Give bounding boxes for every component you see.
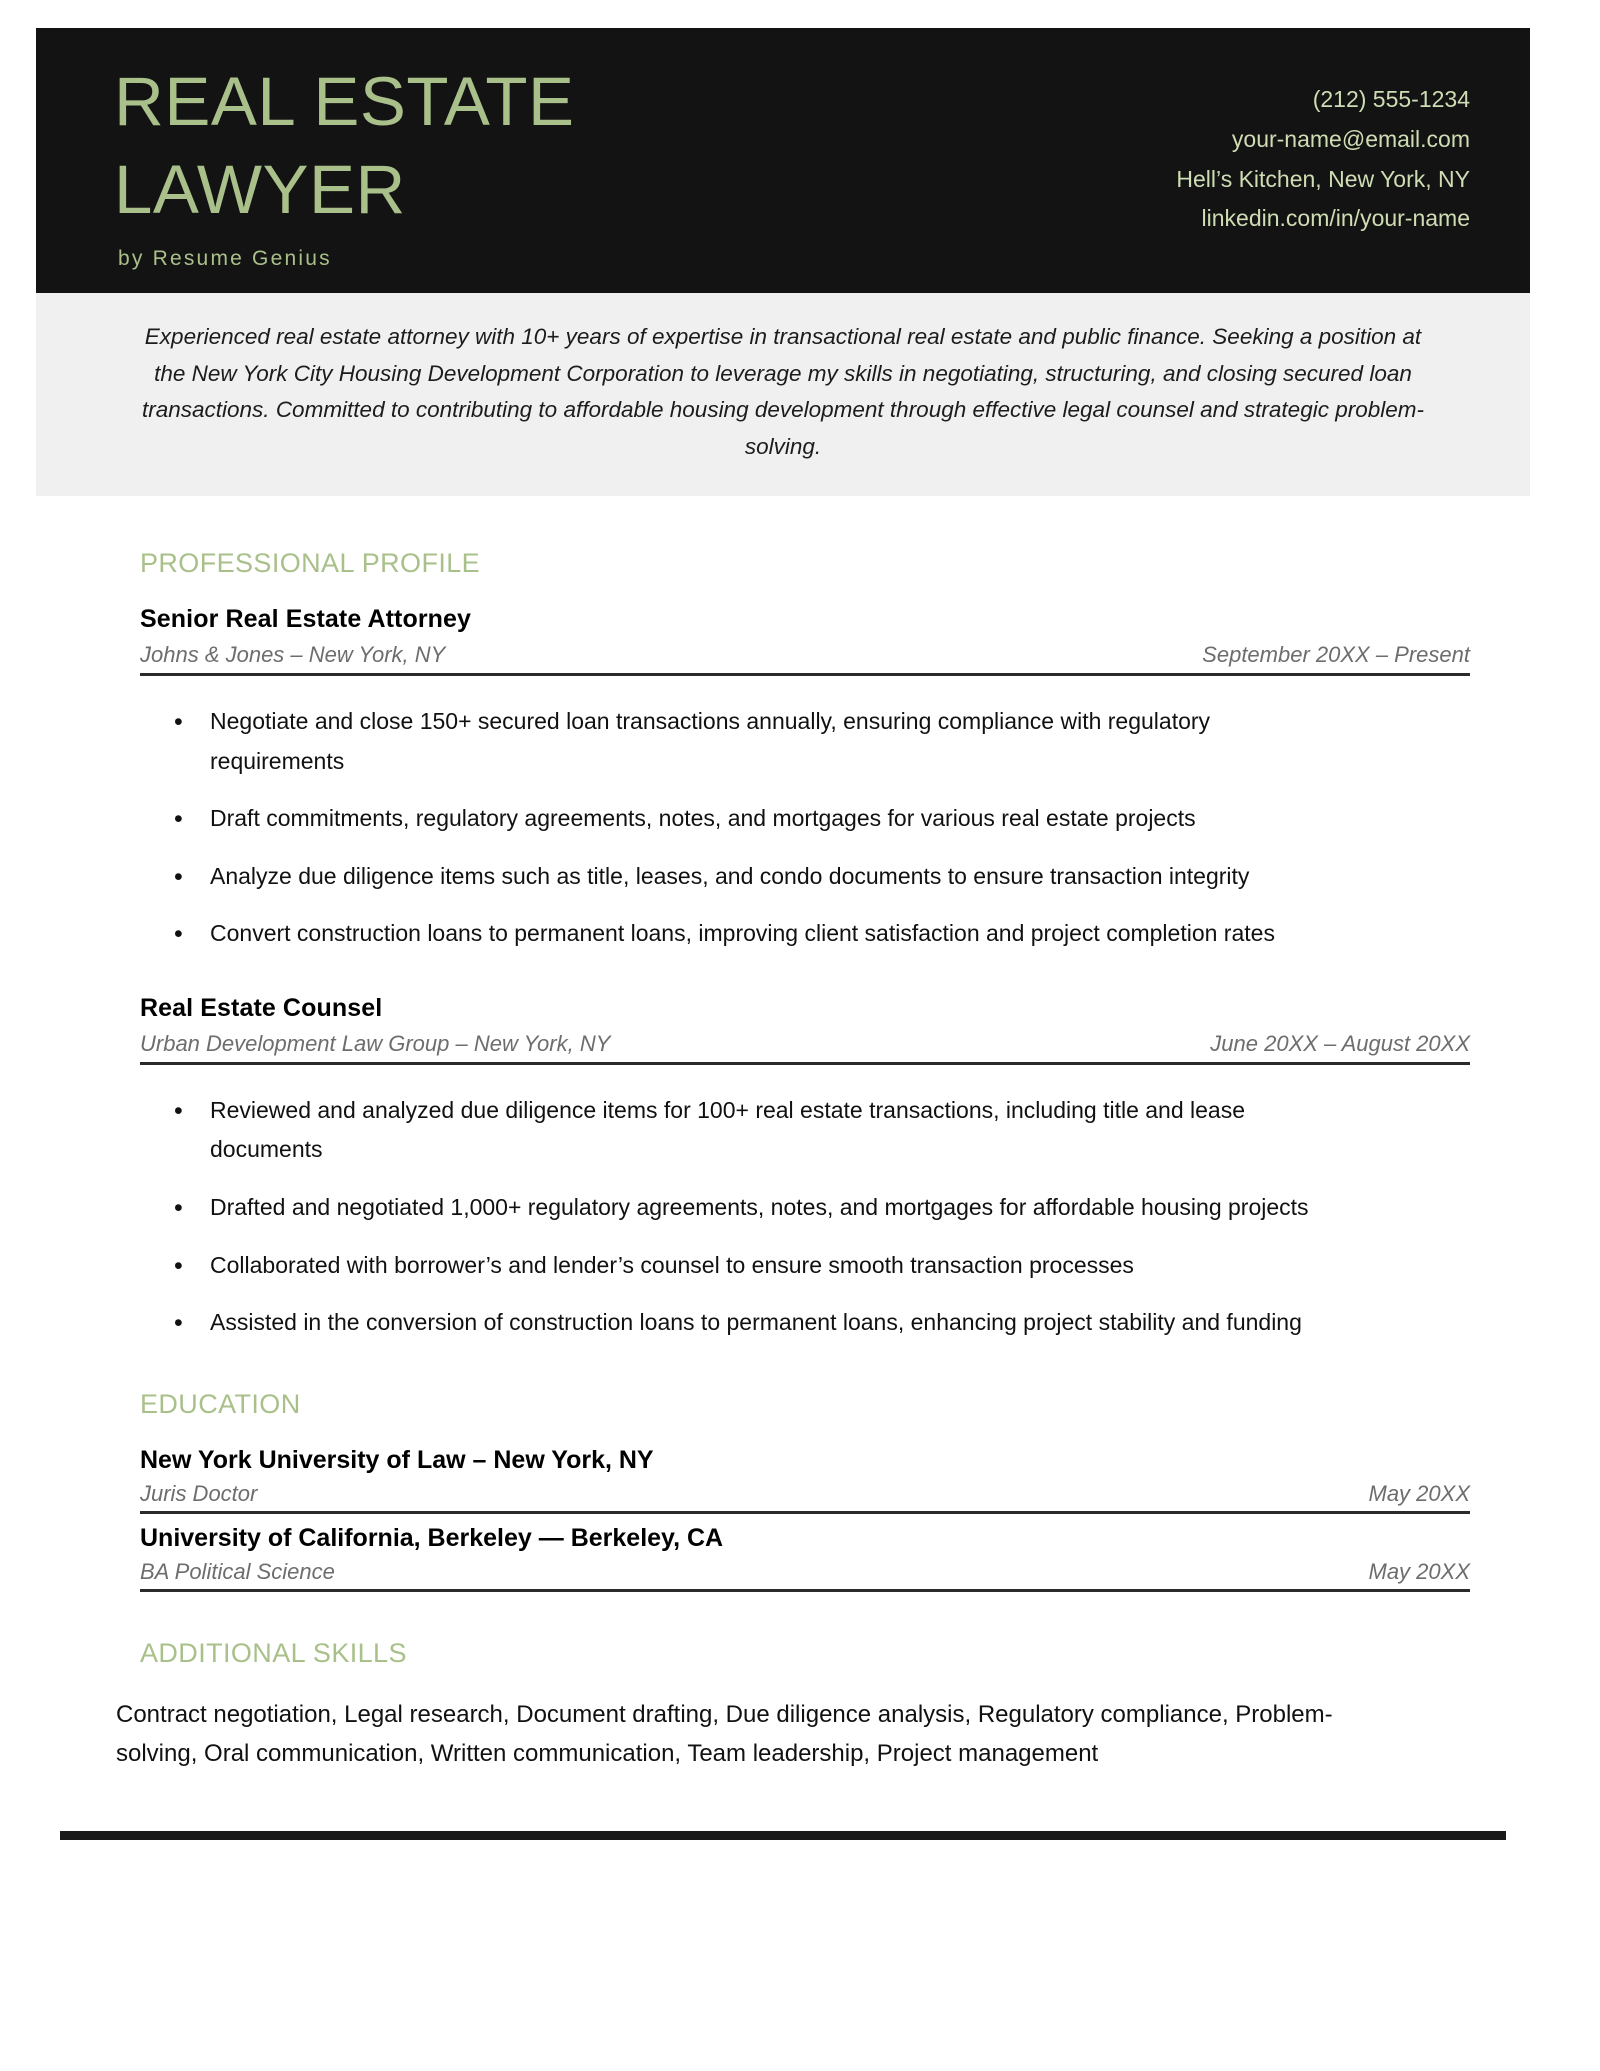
education-school: New York University of Law – New York, NY bbox=[140, 1445, 654, 1474]
resume-body bbox=[36, 548, 1530, 1840]
list-item: • Assisted in the conversion of construction loans to permanent loans, enhancing project stability and funding bbox=[168, 1303, 1328, 1343]
skills-text: Contract negotiation, Legal research, Document drafting, Due diligence analysis, Regulatory compliance, Problem-solving, Oral communication, Written communication, Team leadership, Project management bbox=[116, 1700, 1333, 1768]
list-item: • Draft commitments, regulatory agreements, notes, and mortgages for various real estate projects bbox=[168, 799, 1328, 839]
list-item: • Analyze due diligence items such as title, leases, and condo documents to ensure transaction integrity bbox=[168, 857, 1328, 897]
job-bullet-list bbox=[104, 702, 1470, 954]
contact-block bbox=[1176, 58, 1470, 239]
job-title: Real Estate Counsel bbox=[140, 993, 383, 1022]
experience-entry-header bbox=[140, 994, 1470, 1065]
list-item: • Drafted and negotiated 1,000+ regulatory agreements, notes, and mortgages for affordable housing projects bbox=[168, 1188, 1328, 1228]
education-meta bbox=[140, 1559, 1470, 1592]
education-meta bbox=[140, 1481, 1470, 1514]
education-date: May 20XX bbox=[1368, 1480, 1470, 1506]
section-title-education: EDUCATION bbox=[140, 1388, 301, 1419]
section-title-additional-skills: ADDITIONAL SKILLS bbox=[140, 1637, 407, 1668]
education-degree: Juris Doctor bbox=[140, 1480, 258, 1506]
contact-phone[interactable]: (212) 555-1234 bbox=[1312, 86, 1470, 112]
education-school: University of California, Berkeley — Berkeley, CA bbox=[140, 1523, 724, 1552]
education-date: May 20XX bbox=[1368, 1558, 1470, 1584]
contact-linkedin[interactable]: linkedin.com/in/your-name bbox=[1201, 205, 1470, 232]
job-meta bbox=[140, 642, 1470, 676]
summary-text: Experienced real estate attorney with 10+ years of expertise in transactional real estate and public finance. Seeking a position at the New York City Housing Development Corporation to leverage my skills in negotiating, structuring, and closing secured loan transactions. Committed to contributing to affordable housing development through effective legal counsel and strategic problem-solving. bbox=[142, 323, 1424, 460]
job-bullet-list bbox=[104, 1091, 1470, 1343]
job-organization: Urban Development Law Group – New York, NY bbox=[140, 1030, 611, 1056]
section-title-professional-profile: PROFESSIONAL PROFILE bbox=[140, 548, 481, 579]
section-professional-profile bbox=[36, 548, 1530, 1342]
skills-wrapper bbox=[104, 1695, 1470, 1774]
name-line-1: REAL ESTATE bbox=[114, 63, 575, 140]
contact-email[interactable]: your-name@email.com bbox=[1231, 125, 1470, 152]
experience-entry bbox=[104, 994, 1470, 1343]
list-item: • Reviewed and analyzed due diligence items for 100+ real estate transactions, including title and lease documents bbox=[168, 1091, 1328, 1170]
name-line-2: LAWYER bbox=[114, 151, 406, 229]
byline: by Resume Genius bbox=[118, 246, 332, 270]
education-entry bbox=[140, 1446, 1470, 1514]
job-meta bbox=[140, 1031, 1470, 1065]
job-title: Senior Real Estate Attorney bbox=[140, 605, 472, 634]
experience-entry-header bbox=[140, 605, 1470, 676]
contact-location: Hell’s Kitchen, New York, NY bbox=[1176, 165, 1470, 192]
list-item: • Negotiate and close 150+ secured loan transactions annually, ensuring compliance with regulatory requirements bbox=[168, 702, 1328, 781]
section-education bbox=[36, 1389, 1530, 1592]
summary-section bbox=[36, 293, 1530, 497]
job-dates: June 20XX – August 20XX bbox=[1210, 1030, 1470, 1056]
resume-sheet bbox=[36, 28, 1530, 1840]
header-name-block bbox=[114, 58, 575, 271]
resume-header bbox=[36, 28, 1530, 293]
experience-entry bbox=[104, 605, 1470, 954]
education-degree: BA Political Science bbox=[140, 1558, 335, 1584]
list-item: • Convert construction loans to permanent loans, improving client satisfaction and project completion rates bbox=[168, 914, 1328, 954]
list-item: • Collaborated with borrower’s and lender’s counsel to ensure smooth transaction processes bbox=[168, 1246, 1328, 1286]
section-additional-skills bbox=[36, 1638, 1530, 1774]
job-organization: Johns & Jones – New York, NY bbox=[140, 642, 446, 668]
bottom-divider bbox=[60, 1831, 1506, 1840]
education-entry bbox=[140, 1524, 1470, 1592]
job-dates: September 20XX – Present bbox=[1202, 642, 1470, 668]
